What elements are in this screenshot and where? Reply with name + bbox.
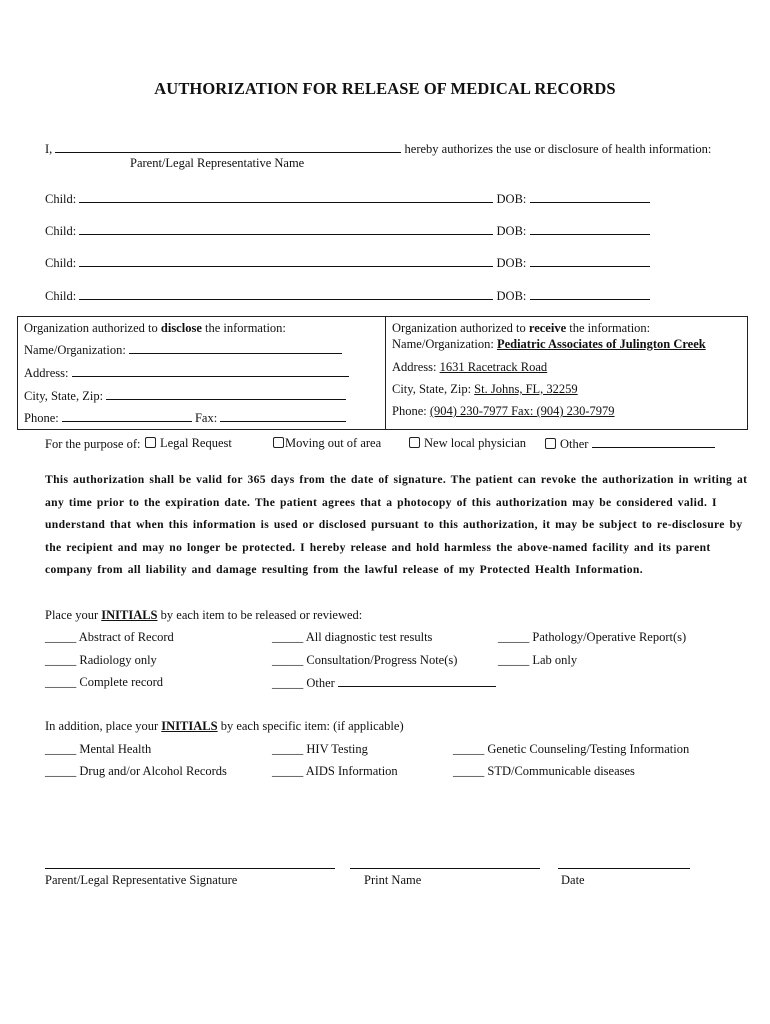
print-name-label: Print Name <box>364 873 422 887</box>
initials-item-label: All diagnostic test results <box>305 630 433 644</box>
disclose-heading-suffix: the information: <box>201 321 286 335</box>
intro-line <box>45 141 711 157</box>
print-name-line[interactable] <box>350 868 540 869</box>
receive-phone-row <box>392 404 615 419</box>
paragraph-line: the recipient and may no longer be protected. I hereby release and hold harmless the above-named facility and its parent <box>45 540 711 554</box>
initials-blank[interactable]: _____ <box>45 675 77 689</box>
checkbox[interactable] <box>409 437 420 448</box>
purpose-option-new-physician[interactable] <box>409 436 526 451</box>
paragraph-line: company from all liability and damage resulting from the lawful release of my Protected Health Information. <box>45 563 643 577</box>
receive-city-label: City, State, Zip: <box>392 382 472 396</box>
dob-field[interactable] <box>530 223 650 235</box>
initials-item-label: Radiology only <box>79 653 157 667</box>
disclose-phone-field[interactable] <box>62 410 192 422</box>
initials-blank[interactable]: _____ <box>45 742 77 756</box>
dob-label: DOB: <box>496 192 527 206</box>
specific-item-label: Mental Health <box>79 742 152 756</box>
initials-blank[interactable]: _____ <box>453 742 485 756</box>
child-row <box>45 288 650 304</box>
paragraph-line: This authorization shall be valid for 365 days from the date of signature. The patient can revoke the authorization in writing at <box>45 473 748 486</box>
specific-heading-prefix: In addition, place your <box>45 719 162 733</box>
initials-item-label: Pathology/Operative Report(s) <box>532 630 687 644</box>
specific-item[interactable] <box>453 742 689 757</box>
dob-label: DOB: <box>496 224 527 238</box>
initials-heading-bold: INITIALS <box>101 608 158 622</box>
initials-item-label: Abstract of Record <box>78 630 174 644</box>
disclose-name-label: Name/Organization: <box>24 343 126 357</box>
purpose-option-legal[interactable] <box>145 436 232 451</box>
purpose-other-field[interactable] <box>592 436 715 448</box>
initials-item[interactable] <box>272 675 496 691</box>
paragraph-line: any time prior to the expiration date. The patient agrees that a photocopy of this authorization may be considered valid. I <box>45 495 717 509</box>
initials-item[interactable] <box>45 653 157 668</box>
initials-heading-suffix: by each item to be released or reviewed: <box>157 608 363 622</box>
initials-other-field[interactable] <box>338 675 496 687</box>
specific-item[interactable] <box>272 742 368 757</box>
purpose-option-label: Legal Request <box>160 436 232 450</box>
initials-blank[interactable]: _____ <box>453 764 485 778</box>
receive-city-row <box>392 382 578 397</box>
purpose-option-label: Moving out of area <box>285 436 382 450</box>
initials-item[interactable] <box>272 630 432 645</box>
initials-blank[interactable]: _____ <box>45 653 77 667</box>
disclose-fax-label: Fax: <box>194 411 218 425</box>
purpose-option-label: New local physician <box>424 436 527 450</box>
initials-blank[interactable]: _____ <box>498 630 530 644</box>
disclose-address-field[interactable] <box>72 365 349 377</box>
disclose-heading-bold: disclose <box>160 321 202 335</box>
date-label: Date <box>561 873 585 887</box>
specific-item-label: Drug and/or Alcohol Records <box>79 764 227 778</box>
child-name-field[interactable] <box>79 255 493 267</box>
disclose-name-row <box>24 342 342 358</box>
disclose-heading <box>24 321 286 336</box>
specific-item-label: HIV Testing <box>306 742 368 756</box>
purpose-option-other[interactable] <box>545 436 715 452</box>
dob-field[interactable] <box>530 191 650 203</box>
specific-item-label: Genetic Counseling/Testing Information <box>487 742 690 756</box>
intro-prefix: I, <box>45 142 53 156</box>
receive-name-value: Pediatric Associates of Julington Creek <box>496 337 706 351</box>
specific-item[interactable] <box>45 742 151 757</box>
receive-name-row <box>392 337 706 352</box>
specific-heading-bold: INITIALS <box>161 719 218 733</box>
purpose-label: For the purpose of: <box>45 437 141 451</box>
receive-phone-value: (904) 230-7977 Fax: (904) 230-7979 <box>429 404 615 418</box>
initials-item[interactable] <box>45 675 163 690</box>
receive-heading-prefix: Organization authorized to <box>392 321 529 335</box>
disclose-heading-prefix: Organization authorized to <box>24 321 161 335</box>
signature-label: Parent/Legal Representative Signature <box>45 873 238 887</box>
initials-item[interactable] <box>498 653 577 668</box>
paragraph-line: understand that when this information is used or disclosed pursuant to this authorization, it may be subject to re-disclosure by <box>45 518 743 532</box>
parent-name-field[interactable] <box>55 141 401 153</box>
child-label: Child: <box>45 224 77 238</box>
child-label: Child: <box>45 192 77 206</box>
initials-item[interactable] <box>45 630 174 645</box>
receive-city-value: St. Johns, FL, 32259 <box>474 382 578 396</box>
page-title: AUTHORIZATION FOR RELEASE OF MEDICAL RECORDS <box>154 79 616 98</box>
initials-blank[interactable]: _____ <box>498 653 530 667</box>
child-row <box>45 191 650 207</box>
receive-heading-bold: receive <box>528 321 567 335</box>
child-label: Child: <box>45 289 77 303</box>
disclose-city-row <box>24 388 346 404</box>
disclose-phone-label: Phone: <box>24 411 59 425</box>
specific-item[interactable] <box>453 764 635 779</box>
child-row <box>45 255 650 271</box>
initials-blank[interactable]: _____ <box>272 676 304 690</box>
initials-heading-prefix: Place your <box>45 608 102 622</box>
checkbox[interactable] <box>145 437 156 448</box>
dob-label: DOB: <box>496 256 527 270</box>
child-name-field[interactable] <box>79 191 493 203</box>
initials-blank[interactable]: _____ <box>45 630 77 644</box>
checkbox[interactable] <box>273 437 284 448</box>
initials-item[interactable] <box>272 653 457 668</box>
receive-heading <box>392 321 650 336</box>
disclose-address-row <box>24 365 349 381</box>
receive-address-row <box>392 360 547 375</box>
disclose-city-field[interactable] <box>106 388 346 400</box>
specific-item[interactable] <box>272 764 398 779</box>
intro-suffix: hereby authorizes the use or disclosure of health information: <box>404 142 712 156</box>
purpose-option-moving[interactable] <box>273 436 381 451</box>
parent-name-caption: Parent/Legal Representative Name <box>130 156 305 170</box>
receive-address-value: 1631 Racetrack Road <box>439 360 548 374</box>
child-row <box>45 223 650 239</box>
dob-label: DOB: <box>496 289 527 303</box>
child-label: Child: <box>45 256 77 270</box>
initials-item-label: Consultation/Progress Note(s) <box>306 653 458 667</box>
initials-item-label: Complete record <box>79 675 164 689</box>
initials-blank[interactable]: _____ <box>272 764 304 778</box>
initials-item-label: Other <box>306 676 335 690</box>
purpose-option-label: Other <box>560 437 589 451</box>
signature-line[interactable] <box>45 868 335 869</box>
child-name-field[interactable] <box>79 288 493 300</box>
initials-blank[interactable]: _____ <box>45 764 77 778</box>
initials-item-label: Lab only <box>532 653 578 667</box>
disclose-city-label: City, State, Zip: <box>24 389 104 403</box>
initials-blank[interactable]: _____ <box>272 630 304 644</box>
checkbox[interactable] <box>545 438 556 449</box>
initials-heading <box>45 608 362 623</box>
disclose-fax-field[interactable] <box>220 410 346 422</box>
specific-item-label: AIDS Information <box>305 764 398 778</box>
validity-paragraph <box>45 469 748 582</box>
initials-blank[interactable]: _____ <box>272 653 304 667</box>
specific-item-label: STD/Communicable diseases <box>487 764 635 778</box>
initials-blank[interactable]: _____ <box>272 742 304 756</box>
receive-name-label: Name/Organization: <box>392 337 494 351</box>
box-divider <box>385 316 386 430</box>
dob-field[interactable] <box>530 288 650 300</box>
receive-address-label: Address: <box>392 360 437 374</box>
specific-heading-suffix: by each specific item: (if applicable) <box>217 719 404 733</box>
disclose-phone-row <box>24 410 346 426</box>
specific-heading <box>45 719 404 734</box>
receive-heading-suffix: the information: <box>566 321 651 335</box>
dob-field[interactable] <box>530 255 650 267</box>
disclose-name-field[interactable] <box>129 342 342 354</box>
receive-phone-label: Phone: <box>392 404 427 418</box>
date-line[interactable] <box>558 868 690 869</box>
disclose-address-label: Address: <box>24 366 69 380</box>
child-name-field[interactable] <box>79 223 493 235</box>
specific-item[interactable] <box>45 764 227 779</box>
initials-item[interactable] <box>498 630 686 645</box>
